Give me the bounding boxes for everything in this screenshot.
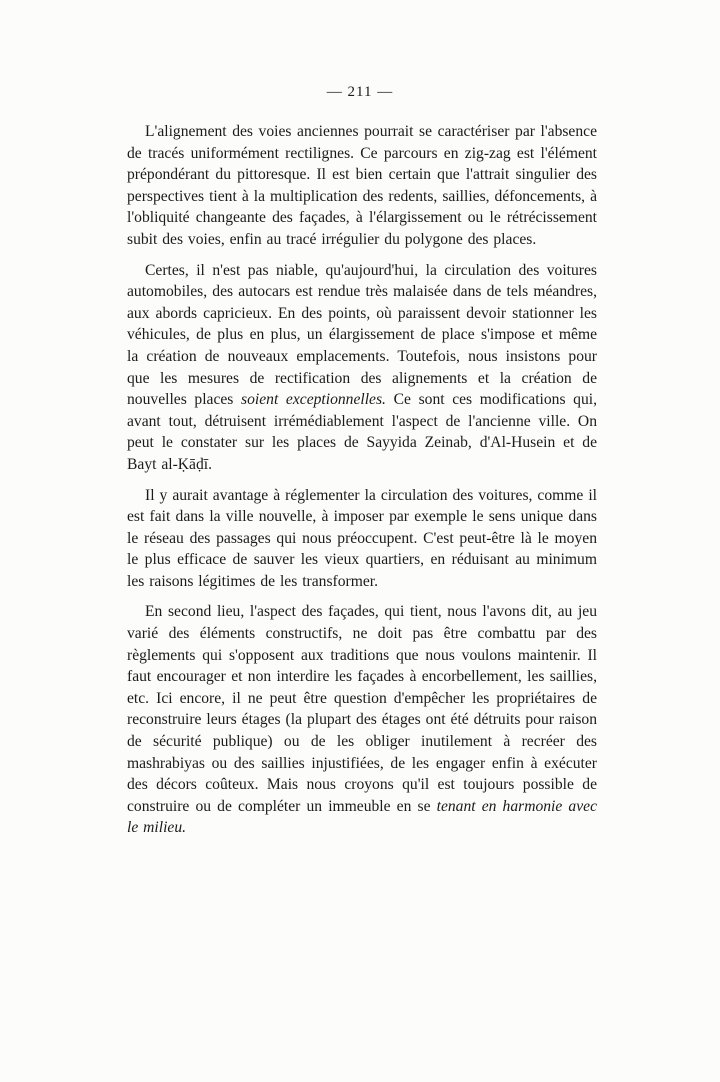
body-text-segment: Ce sont ces modifications qui, avant tout, détruisent irrémédiablement l'aspect de l'ancienne ville. On peut le constater sur les places de Sayyida Zeinab, d'Al-Husein et de Bayt al-Ḳāḍī. <box>127 391 597 473</box>
body-text-segment: Certes, il n'est pas niable, qu'aujourd'hui, la circulation des voitures automobiles, des autocars est rendue très malaisée dans de tels méandres, aux abords capricieux. En des points, où paraissent devoir stationner les véhicules, de plus en plus, un élargissement de place s'impose et même la création de nouveaux emplacements. Toutefois, nous insistons pour que les mesures de rectification des alignements et la création de nouvelles places <box>127 261 597 409</box>
paragraph-1 <box>127 121 597 251</box>
page-number: — 211 — <box>326 84 394 100</box>
page-body <box>127 121 597 839</box>
body-text-segment: Il y aurait avantage à réglementer la circulation des voitures, comme il est fait dans la ville nouvelle, à imposer par exemple le sens unique dans le réseau des passages qui nous préoccupent. C'est peut-être là le moyen le plus efficace de sauver les vieux quartiers, en réduisant au minimum les raisons légitimes de les transformer. <box>127 486 597 590</box>
italic-text-segment: soient exceptionnelles. <box>241 391 386 409</box>
body-text-segment: En second lieu, l'aspect des façades, qui tient, nous l'avons dit, au jeu varié des éléments constructifs, ne doit pas être combattu par des règlements qui s'opposent aux traditions que nous voulons maintenir. Il faut encourager et non interdire les façades à encorbellement, les saillies, etc. Ici encore, il ne peut être question d'empêcher les propriétaires de reconstruire leurs étages (la plupart des étages ont été détruits pour raison de sécurité publique) ou de les obliger inutilement à recréer des mashrabiyas ou des saillies injustifiées, de les engager enfin à exécuter des décors coûteux. Mais nous croyons qu'il est toujours possible de construire ou de compléter un immeuble en se <box>127 603 597 815</box>
body-text-segment: L'alignement des voies anciennes pourrait se caractériser par l'absence de tracés uniformément rectilignes. Ce parcours en zig-zag est l'élément prépondérant du pittoresque. Il est bien certain que l'attrait singulier des perspectives tient à la multiplication des redents, saillies, défoncements, à l'obliquité changeante des façades, à l'élargissement ou le rétrécissement subit des voies, enfin au tracé irrégulier du polygone des places. <box>127 123 597 248</box>
paragraph-2 <box>127 260 597 476</box>
italic-text-segment: tenant en harmonie avec le milieu. <box>127 797 597 837</box>
paragraph-3 <box>127 485 597 593</box>
paragraph-4 <box>127 601 597 839</box>
